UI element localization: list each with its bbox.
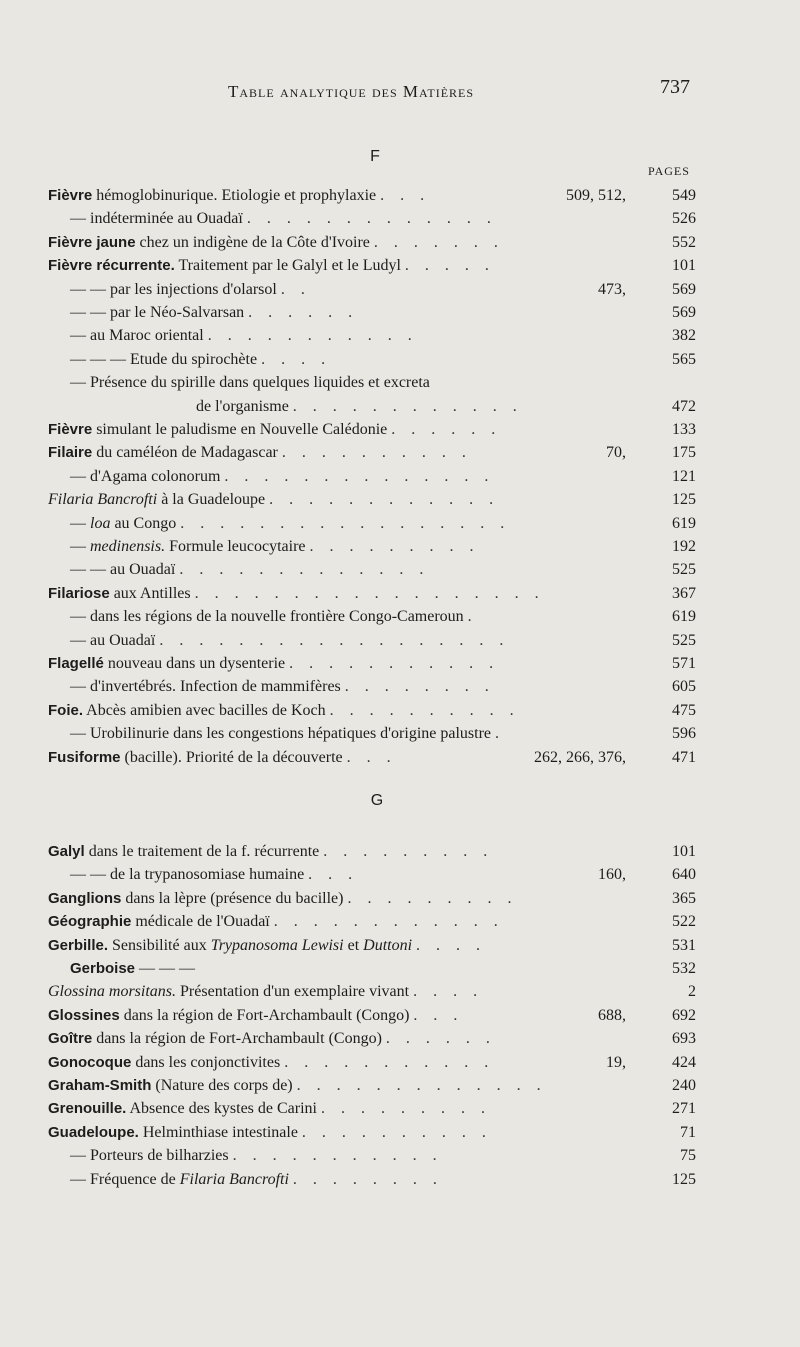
leader-dots: . . . . . . . . . . . — [284, 1054, 495, 1071]
page-ref: 365 — [672, 890, 696, 907]
entry-text: au Ouadaï — [110, 561, 176, 578]
entry-text: nouveau dans un dysenterie — [107, 655, 286, 672]
index-entry — [48, 725, 698, 749]
page-ref: 424 — [672, 1054, 696, 1071]
page-ref: 125 — [672, 1171, 696, 1188]
entry-headword: Gerboise — [70, 960, 136, 977]
leader-dots: . . . . . . . . . . . . . — [179, 561, 430, 578]
entry-headword: Filaire — [48, 444, 93, 461]
entry-text: au Maroc oriental — [90, 327, 204, 344]
entry-text: dans les conjonctivites — [135, 1054, 281, 1071]
leader-dots: . . . . . . . . . . — [301, 1124, 492, 1141]
page-ref: 471 — [672, 749, 696, 766]
entry-text: Porteurs de bilharzies — [90, 1147, 229, 1164]
entry-italic: loa — [90, 515, 111, 532]
entry-headword: Flagellé — [48, 655, 104, 672]
page-ref: 692 — [672, 1007, 696, 1024]
entry-headword: Fusiforme — [48, 749, 121, 766]
leader-dots: . . . . . . . . . . . . . . . . . — [180, 515, 511, 532]
dash: — — [179, 960, 196, 977]
section-letter-g: G — [370, 792, 384, 809]
entry-headword: Grenouille. — [48, 1100, 127, 1117]
page-ref: 526 — [672, 210, 696, 227]
entry-headword: Foie. — [48, 702, 84, 719]
index-entry — [48, 398, 698, 422]
index-entry — [48, 983, 698, 1007]
page-refs: 19, — [606, 1054, 626, 1071]
entry-text: Fréquence de — [90, 1171, 176, 1188]
entry-text: médicale de l'Ouadaï — [135, 913, 270, 930]
entry-headword: Fièvre — [48, 421, 93, 438]
page-ref: 549 — [672, 187, 696, 204]
leader-dots: . . . . . . . . . . . — [232, 1147, 443, 1164]
entry-headword: Fièvre jaune — [48, 234, 136, 251]
entry-text: Formule leucocytaire — [169, 538, 306, 555]
index-entry — [48, 491, 698, 515]
entry-text: Abcès amibien avec bacilles de Koch — [86, 702, 326, 719]
entry-text: indéterminée au Ouadaï — [90, 210, 243, 227]
leader-dots: . . . — [413, 1007, 464, 1024]
entry-headword: Glossines — [48, 1007, 120, 1024]
index-entry — [48, 1147, 698, 1171]
index-entry — [48, 890, 698, 914]
entry-text: au Congo — [114, 515, 177, 532]
leader-dots: . . . . . . . . . — [309, 538, 480, 555]
entry-headword: Géographie — [48, 913, 132, 930]
page-ref: 619 — [672, 608, 696, 625]
entry-headword: Ganglions — [48, 890, 122, 907]
entry-text: de la trypanosomiase humaine — [110, 866, 305, 883]
entry-text: Sensibilité aux — [112, 937, 207, 954]
entry-text: Présentation d'un exemplaire vivant — [180, 983, 410, 1000]
entry-text: chez un indigène de la Côte d'Ivoire — [139, 234, 370, 251]
entry-italic: Filaria Bancrofti — [179, 1171, 289, 1188]
index-entry — [48, 257, 698, 281]
entry-italic: Duttoni — [363, 937, 413, 954]
dash: — — [90, 866, 106, 883]
leader-dots: . . . . . — [404, 257, 495, 274]
index-entry — [48, 1030, 698, 1054]
page-ref: 693 — [672, 1030, 696, 1047]
entry-text: hémoglobinurique. Etiologie et prophylaxie — [96, 187, 377, 204]
dash: — — [70, 327, 86, 344]
leader-dots: . . . . . . . . . . . . . . . . . . — [194, 585, 545, 602]
dash: — — [110, 351, 126, 368]
dash: — — [70, 866, 86, 883]
dash: — — [70, 304, 86, 321]
leader-dots: . . . . — [261, 351, 332, 368]
index-entry — [48, 1124, 698, 1148]
entry-headword: Filaria Bancrofti — [48, 491, 158, 508]
entry-italic: medinensis. — [90, 538, 166, 555]
entry-text: d'invertébrés. Infection de mammifères — [90, 678, 341, 695]
page-refs: 70, — [606, 444, 626, 461]
running-title: Table analytique des Matières — [228, 82, 475, 101]
leader-dots: . . . . . . . . . . . . . . — [224, 468, 495, 485]
leader-dots: . — [467, 608, 478, 625]
index-entry — [48, 538, 698, 562]
dash: — — [70, 632, 86, 649]
index-entry — [48, 913, 698, 937]
page-ref: 525 — [672, 561, 696, 578]
page-refs: 473, — [598, 281, 626, 298]
entry-headword: Filariose — [48, 585, 110, 602]
entry-headword: Graham-Smith — [48, 1077, 152, 1094]
index-entry — [48, 702, 698, 726]
dash: — — [70, 374, 86, 391]
entry-text: Helminthiase intestinale — [142, 1124, 298, 1141]
page-refs: 262, 266, 376, — [534, 749, 626, 766]
dash: — — [70, 210, 86, 227]
index-entry — [48, 843, 698, 867]
dash: — — [90, 281, 106, 298]
dash: — — [70, 678, 86, 695]
page-ref: 75 — [680, 1147, 696, 1164]
page-ref: 175 — [672, 444, 696, 461]
leader-dots: . . . . . . . . . . . — [207, 327, 418, 344]
page-ref: 472 — [672, 398, 696, 415]
leader-dots: . . . . . . . . . . . — [289, 655, 500, 672]
entry-text: d'Agama colonorum — [90, 468, 221, 485]
index-entry — [48, 960, 698, 984]
leader-dots: . . . . . . . . . . — [329, 702, 520, 719]
index-entry — [48, 210, 698, 234]
dash: — — [90, 561, 106, 578]
dash: — — [159, 960, 176, 977]
page-ref: 475 — [672, 702, 696, 719]
section-letter-f: F — [370, 148, 380, 165]
page-number: 737 — [660, 76, 690, 98]
entry-headword: Gonocoque — [48, 1054, 132, 1071]
entry-text: de l'organisme — [196, 398, 289, 415]
leader-dots: . . . . . . . . . . . . . . . . . . — [159, 632, 510, 649]
entry-text: Traitement par le Galyl et le Ludyl — [178, 257, 401, 274]
index-entry — [48, 561, 698, 585]
page-ref: 565 — [672, 351, 696, 368]
entry-headword: Goître — [48, 1030, 93, 1047]
leader-dots: . . . . . . . . . — [323, 843, 494, 860]
page-ref: 569 — [672, 304, 696, 321]
entry-text: Etude du spirochète — [130, 351, 258, 368]
entry-text: et — [347, 937, 360, 954]
dash: — — [70, 1171, 86, 1188]
entry-headword: Fièvre récurrente. — [48, 257, 175, 274]
dash: — — [70, 351, 86, 368]
dash: — — [70, 281, 86, 298]
page-ref: 125 — [672, 491, 696, 508]
dash: — — [70, 608, 86, 625]
leader-dots: . . . . — [413, 983, 484, 1000]
entry-text: par les injections d'olarsol — [110, 281, 277, 298]
page-ref: 121 — [672, 468, 696, 485]
page-ref: 101 — [672, 257, 696, 274]
leader-dots: . . . — [346, 749, 397, 766]
leader-dots: . . . — [308, 866, 359, 883]
entry-text: Urobilinurie dans les congestions hépatiques d'origine palustre — [90, 725, 492, 742]
dash: — — [70, 1147, 86, 1164]
entry-text: dans la région de Fort-Archambault (Congo) — [96, 1030, 382, 1047]
index-entry — [48, 655, 698, 679]
index-entry — [48, 444, 698, 468]
entry-text: dans les régions de la nouvelle frontière Congo-Cameroun — [90, 608, 464, 625]
index-entry — [48, 632, 698, 656]
leader-dots: . . . — [380, 187, 431, 204]
index-entry — [48, 234, 698, 258]
entry-text: dans le traitement de la f. récurrente — [88, 843, 320, 860]
page-ref: 552 — [672, 234, 696, 251]
index-entry — [48, 327, 698, 351]
page-ref: 640 — [672, 866, 696, 883]
entry-headword: Galyl — [48, 843, 85, 860]
leader-dots: . . . . . . . . — [344, 678, 495, 695]
leader-dots: . . . . . . . . . . . . — [292, 398, 523, 415]
index-entry — [48, 351, 698, 375]
index-entry — [48, 749, 698, 773]
entry-text: dans la lèpre (présence du bacille) — [125, 890, 344, 907]
dash: — — [90, 304, 106, 321]
index-entry — [48, 1007, 698, 1031]
index-entry — [48, 608, 698, 632]
dash: — — [70, 468, 86, 485]
leader-dots: . . . . . . — [248, 304, 359, 321]
entry-text: (Nature des corps de) — [155, 1077, 293, 1094]
entry-text: simulant le paludisme en Nouvelle Calédonie — [96, 421, 388, 438]
page-ref: 367 — [672, 585, 696, 602]
index-entry — [48, 187, 698, 211]
leader-dots: . . . . . . . . . . . . . — [296, 1077, 547, 1094]
leader-dots: . . . . . . . . . . . . — [269, 491, 500, 508]
leader-dots: . . . . . . . . . — [347, 890, 518, 907]
entry-text: (bacille). Priorité de la découverte — [124, 749, 343, 766]
index-entry — [48, 1171, 698, 1195]
leader-dots: . . . . . . — [391, 421, 502, 438]
dash: — — [70, 538, 86, 555]
page-ref: 71 — [680, 1124, 696, 1141]
page-refs: 509, 512, — [566, 187, 626, 204]
entry-headword: Fièvre — [48, 187, 93, 204]
dash: — — [139, 960, 156, 977]
leader-dots: . . . . . . . . — [292, 1171, 443, 1188]
entry-headword: Guadeloupe. — [48, 1124, 139, 1141]
entry-headword: Glossina morsitans. — [48, 983, 177, 1000]
page-ref: 101 — [672, 843, 696, 860]
index-entry — [48, 937, 698, 961]
pages-column-header: PAGES — [648, 164, 690, 178]
leader-dots: . . . . . . . . . . . . . — [246, 210, 497, 227]
index-entry — [48, 585, 698, 609]
leader-dots: . — [495, 725, 506, 742]
dash: — — [70, 725, 86, 742]
leader-dots: . . . . . . — [385, 1030, 496, 1047]
leader-dots: . . . . . . . — [373, 234, 504, 251]
page-ref: 525 — [672, 632, 696, 649]
dash: — — [90, 351, 106, 368]
index-entry — [48, 678, 698, 702]
index-entry — [48, 421, 698, 445]
index-entry — [48, 1054, 698, 1078]
index-entry — [48, 468, 698, 492]
entry-text: au Ouadaï — [90, 632, 156, 649]
entry-text: Présence du spirille dans quelques liquides et excreta — [90, 374, 430, 391]
page-ref: 569 — [672, 281, 696, 298]
page-ref: 271 — [672, 1100, 696, 1117]
leader-dots: . . . . . . . . . — [321, 1100, 491, 1117]
leader-dots: . . . . . . . . . . . . — [273, 913, 504, 930]
dash: — — [70, 515, 86, 532]
entry-text: à la Guadeloupe — [161, 491, 266, 508]
index-entry — [48, 515, 698, 539]
index-entry — [48, 281, 698, 305]
index-entry — [48, 374, 698, 398]
page-refs: 160, — [598, 866, 626, 883]
page-ref: 2 — [688, 983, 696, 1000]
page-ref: 240 — [672, 1077, 696, 1094]
entry-text: par le Néo-Salvarsan — [110, 304, 245, 321]
page-ref: 192 — [672, 538, 696, 555]
entry-text: Absence des kystes de Carini — [129, 1100, 317, 1117]
page-ref: 382 — [672, 327, 696, 344]
index-entry — [48, 1100, 698, 1124]
page-ref: 532 — [672, 960, 696, 977]
page-ref: 605 — [672, 678, 696, 695]
dash: — — [70, 561, 86, 578]
entry-text: aux Antilles — [113, 585, 191, 602]
leader-dots: . . . . . . . . . . — [281, 444, 472, 461]
page-ref: 531 — [672, 937, 696, 954]
index-entry — [48, 1077, 698, 1101]
index-entry — [48, 866, 698, 890]
page-ref: 133 — [672, 421, 696, 438]
leader-dots: . . . . — [416, 937, 487, 954]
page-ref: 522 — [672, 913, 696, 930]
entry-text: du caméléon de Madagascar — [96, 444, 278, 461]
entry-italic: Trypanosoma Lewisi — [210, 937, 344, 954]
entry-text: dans la région de Fort-Archambault (Congo) — [123, 1007, 410, 1024]
page-refs: 688, — [598, 1007, 626, 1024]
page-ref: 619 — [672, 515, 696, 532]
entry-headword: Gerbille. — [48, 937, 109, 954]
page-ref: 596 — [672, 725, 696, 742]
leader-dots: . . — [280, 281, 311, 298]
index-entry — [48, 304, 698, 328]
page-ref: 571 — [672, 655, 696, 672]
